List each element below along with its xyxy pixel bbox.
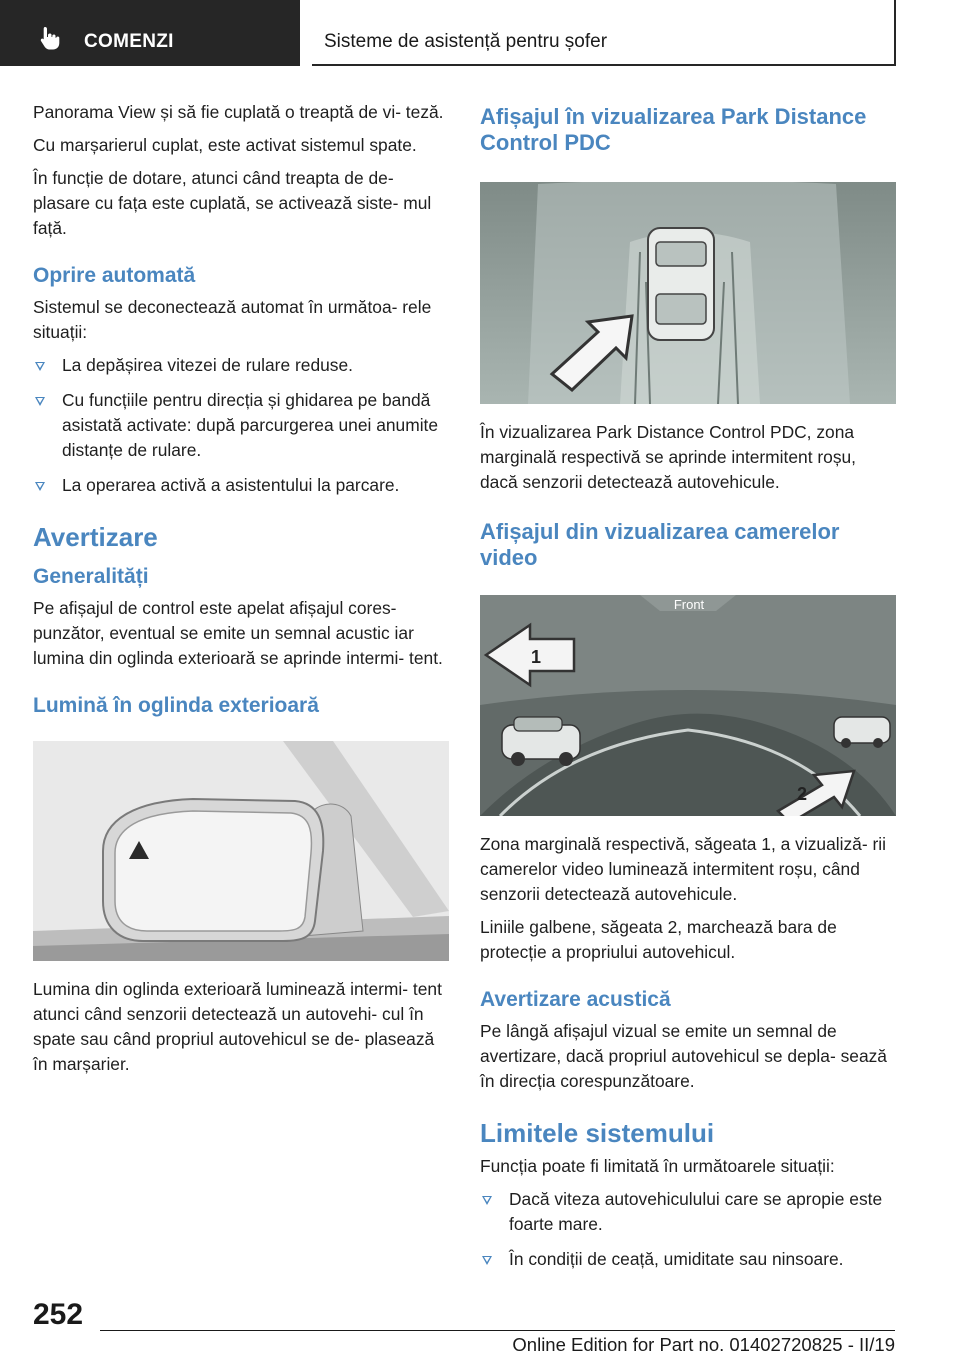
paragraph: Liniile galbene, săgeata 2, marchează bara de protecție a propriului autovehicul. — [480, 917, 837, 962]
heading-auto-shutoff: Oprire automată — [33, 264, 196, 287]
list-item: Cu funcțiile pentru direcția și ghidarea pe bandă asistată activate: după parcurgerea unei anumite distanțe de rulare. — [33, 388, 449, 463]
camera-front-label: Front — [673, 597, 705, 612]
list-item: Dacă viteza autovehiculului care se apropie este foarte mare. — [480, 1187, 896, 1237]
chapter-header — [312, 0, 896, 66]
footer-edition: Online Edition for Part no. 01402720825 - II/19 — [512, 1334, 895, 1355]
right-column — [480, 104, 896, 1282]
paragraph: Pe afișajul de control este apelat afișajul cores‐ punzător, eventual se emite un semnal acustic iar lumina din oglinda exterioară se aprinde intermi‐ tent. — [33, 598, 443, 668]
bullet-triangle-icon — [35, 482, 45, 491]
parked-car-left — [502, 717, 580, 766]
paragraph: Panorama View și să fie cuplată o treaptă de vi‐ teză. — [33, 102, 444, 122]
paragraph: În vizualizarea Park Distance Control PDC, zona marginală respectivă se aprinde intermitent roșu, dacă senzorii detectează autovehicule. — [480, 422, 857, 492]
paragraph: Zona marginală respectivă, săgeata 1, a vizualiză‐ rii camerelor video luminează intermitent roșu, când senzorii detectează autovehicule. — [480, 834, 886, 904]
bullet-list — [480, 1187, 896, 1272]
paragraph: Pe lângă afișajul vizual se emite un semnal de avertizare, dacă propriul autovehicul se depla‐ sează în direcția corespunzătoare. — [480, 1021, 887, 1091]
pdc-view-illustration — [480, 182, 896, 404]
section-title: COMENZI — [84, 31, 174, 52]
bullet-triangle-icon — [35, 362, 45, 371]
heading-mirror-light: Lumină în oglinda exterioară — [33, 694, 319, 717]
list-item: La operarea activă a asistentului la parcare. — [33, 473, 449, 498]
page-number: 252 — [33, 1298, 84, 1331]
section-tab — [0, 0, 300, 66]
parked-car-right — [834, 717, 890, 748]
footer-divider — [100, 1330, 895, 1331]
heading-warning: Avertizare — [33, 522, 158, 552]
list-item: La depășirea vitezei de rulare reduse. — [33, 353, 449, 378]
bullet-triangle-icon — [35, 397, 45, 406]
heading-pdc-view: Afișajul în vizualizarea Park Distance Control PDC — [480, 104, 867, 155]
heading-acoustic-warning: Avertizare acustică — [480, 988, 671, 1011]
paragraph: Sistemul se deconectează automat în următoa‐ rele situații: — [33, 297, 432, 342]
camera-callout-2: 2 — [796, 784, 808, 804]
paragraph: Cu marșarierul cuplat, este activat sistemul spate. — [33, 135, 417, 155]
paragraph: În funcție de dotare, atunci când treapta de de‐ plasare cu fața este cuplată, se activează siste‐ mul față. — [33, 168, 432, 238]
chapter-title: Sisteme de asistență pentru șofer — [324, 31, 608, 52]
paragraph: Funcția poate fi limitată în următoarele situații: — [480, 1156, 835, 1176]
camera-view-illustration — [480, 595, 896, 816]
paragraph: Lumina din oglinda exterioară luminează intermi‐ tent atunci când senzorii detectează un autovehi‐ cul în spate sau când propriul autovehicul se de‐ plasează în marșarier. — [33, 979, 442, 1074]
heading-system-limits: Limitele sistemului — [480, 1118, 715, 1148]
mirror-illustration — [33, 741, 449, 961]
heading-general: Generalități — [33, 565, 149, 588]
camera-callout-1: 1 — [530, 647, 542, 667]
hand-pointer-icon — [38, 25, 64, 51]
bullet-triangle-icon — [482, 1256, 492, 1265]
list-item: În condiții de ceață, umiditate sau ninsoare. — [480, 1247, 896, 1272]
left-column — [33, 100, 449, 1085]
bullet-triangle-icon — [482, 1196, 492, 1205]
bullet-list — [33, 353, 449, 498]
heading-camera-view: Afișajul din vizualizarea camerelor video — [480, 519, 840, 570]
